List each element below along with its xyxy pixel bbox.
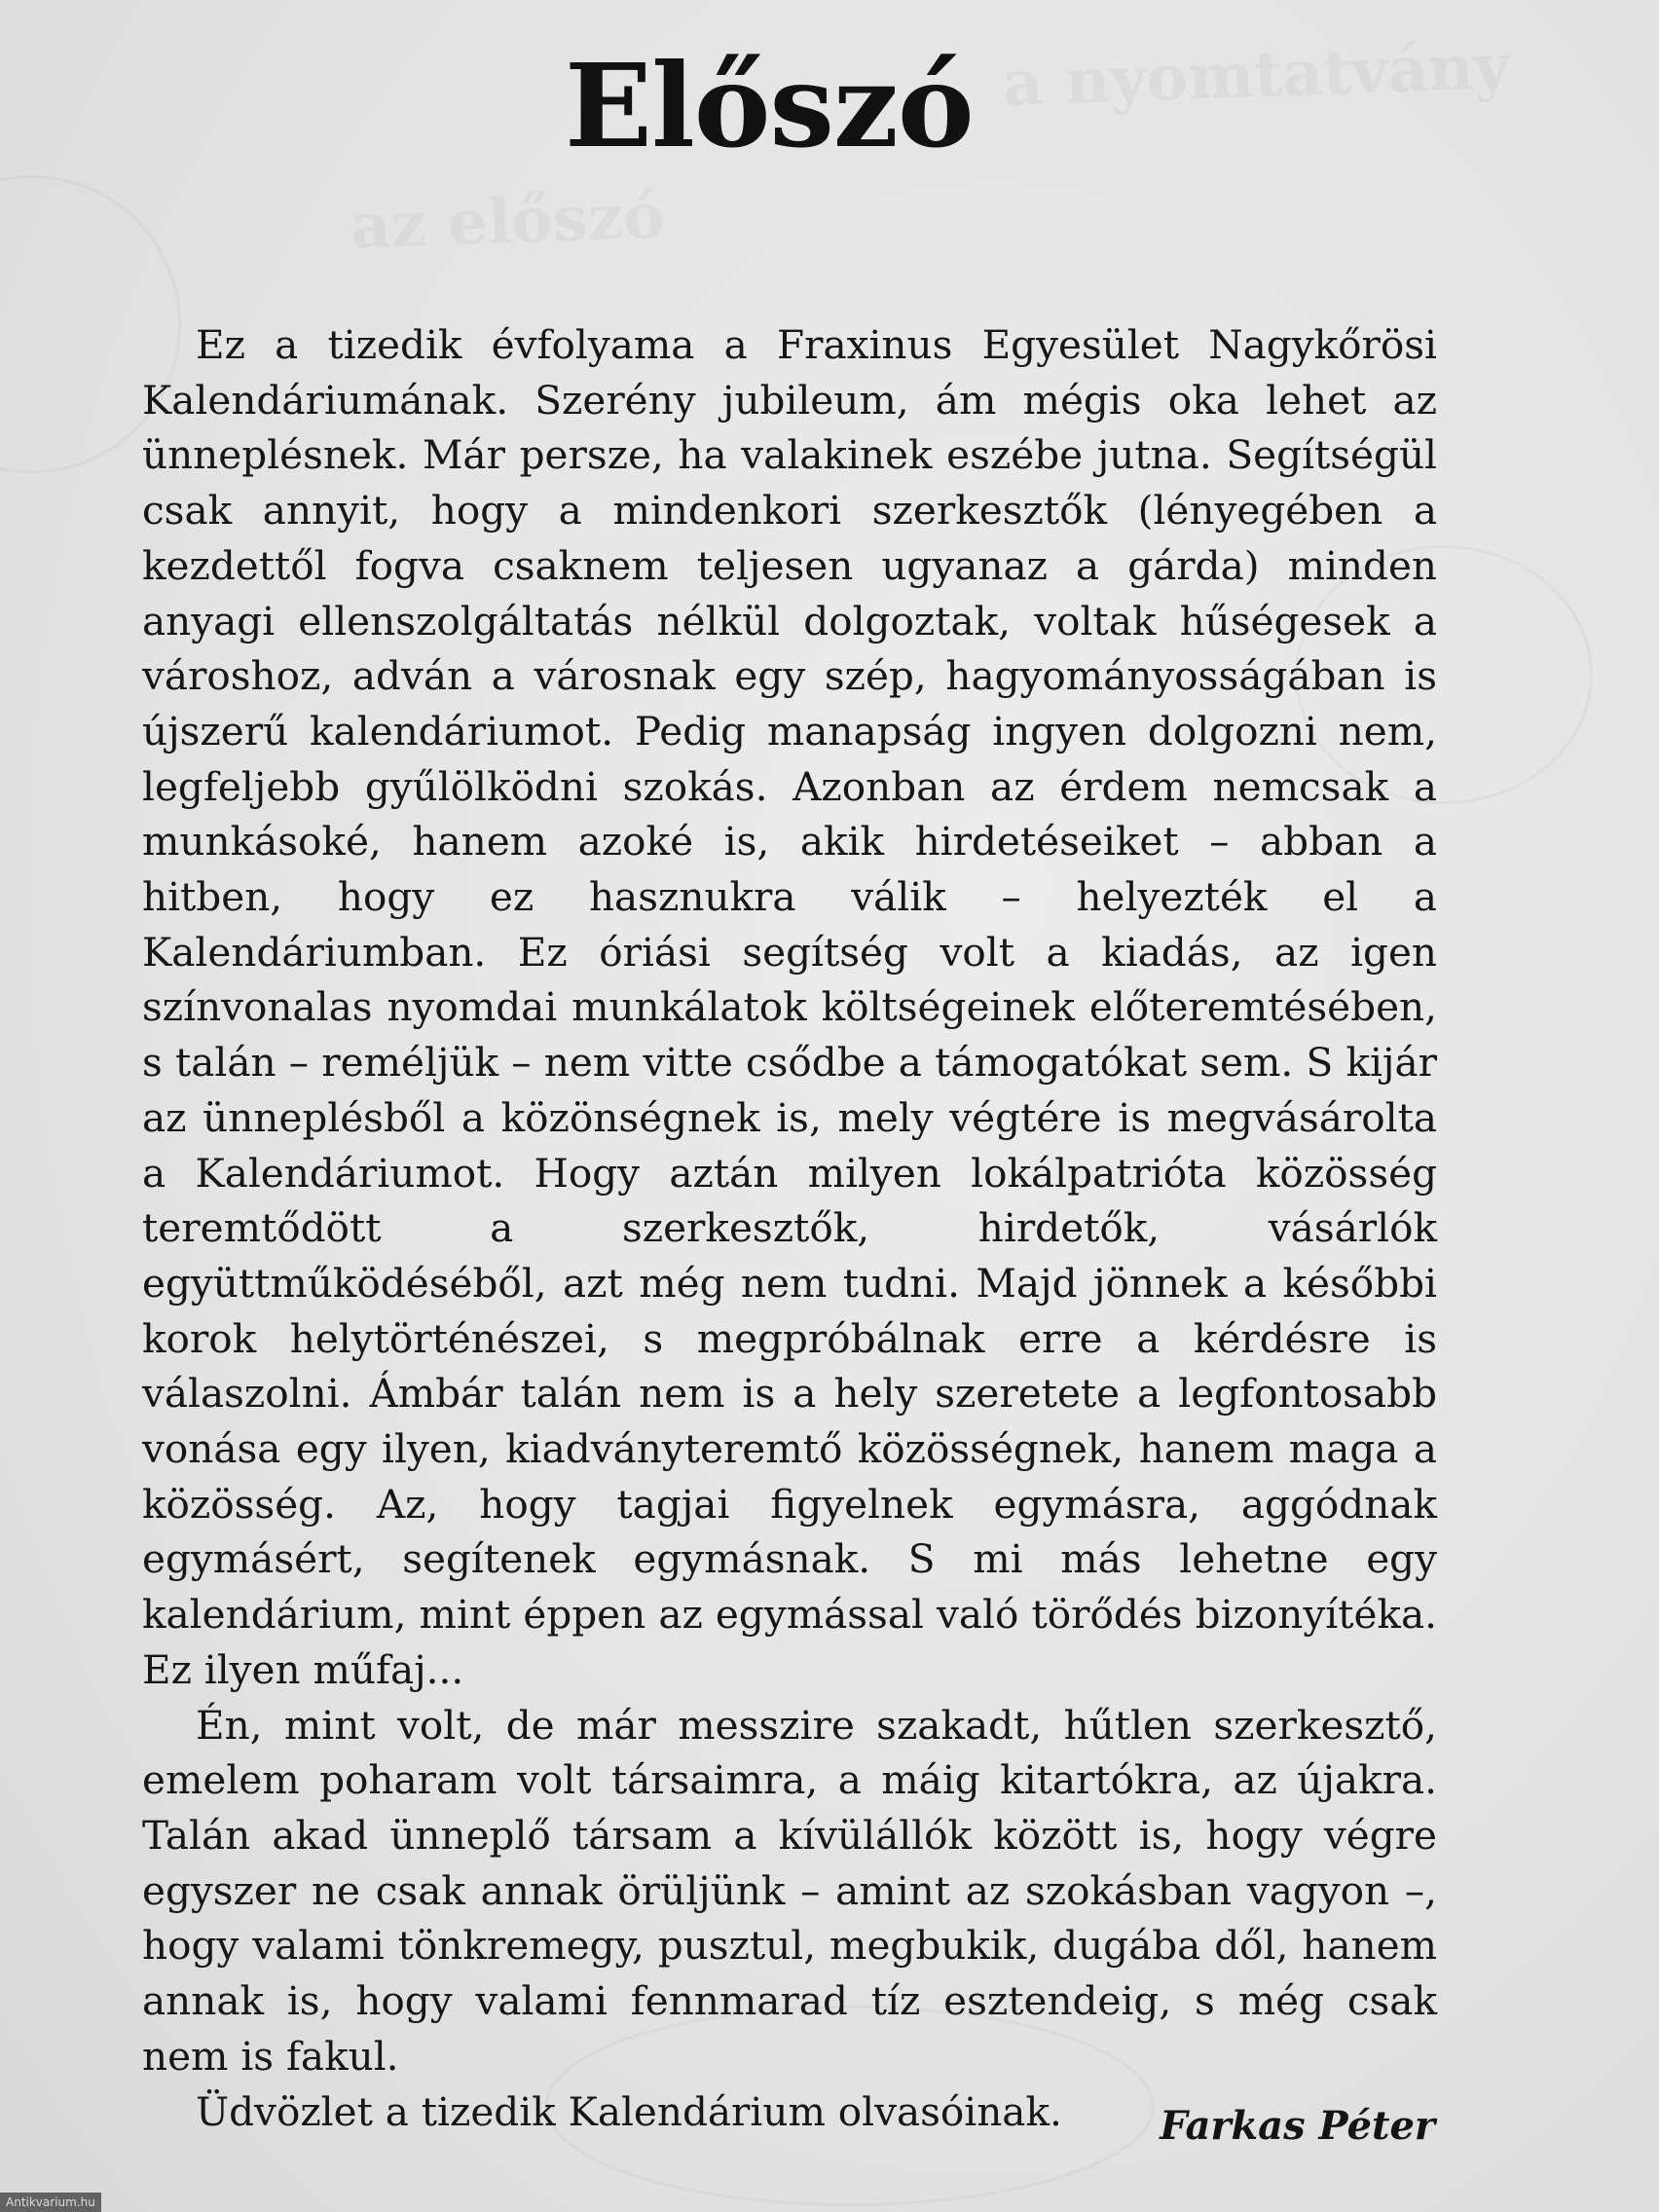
paragraph-2: Én, mint volt, de már messzire szakadt, hűtlen szerkesztő, emelem poharam volt társaimra, a máig kitartókra, az újakra. Talán akad ünneplő társam a kívülállók között is, hogy végre egyszer ne csak annak örüljünk – amint az szokásban vagyon –, hogy valami tönkremegy, pusztul, megbukik, dugába dől, hanem annak is, hogy valami fennmarad tíz esztendeig, s még csak nem is fakul. <box>142 1701 1437 2080</box>
author-signature: Farkas Péter <box>1160 2103 1435 2149</box>
preface-body <box>142 317 1437 2139</box>
show-through-text <box>1002 30 1511 121</box>
paragraph-1: Ez a tizedik évfolyama a Fraxinus Egyesület Nagykőrösi Kalendáriumának. Szerény jubileum, ám mégis oka lehet az ünneplésnek. Már persze, ha valakinek eszébe jutna. Segítségül csak annyit, hogy a mindenkori szerkesztők (lényegében a kezdettől fogva csaknem teljesen ugyanaz a gárda) minden anyagi ellenszolgáltatás nélkül dolgoztak, voltak hűségesek a városhoz, adván a városnak egy szép, hagyományosságában is újszerű kalendáriumot. Pedig manapság ingyen dolgozni nem, legfeljebb gyűlölködni szokás. Azonban az érdem nemcsak a munkásoké, hanem azoké is, akik hirdetéseiket – abban a hitben, hogy ez hasznukra válik – helyezték el a Kalendáriumban. Ez óriási segítség volt a kiadás, az igen színvonalas nyomdai munkálatok költségeinek előteremtésében, s talán – reméljük – nem vitte csődbe a támogatókat sem. S kijár az ünneplésből a közönségnek is, mely végtére is megvásárolta a Kalendáriumot. Hogy aztán milyen lokálpatrióta közösség teremtődött a szerkesztők, hirdetők, vásárlók együttműködéséből, azt még nem tudni. Majd jönnek a későbbi korok helytörténészei, s megpróbálnak erre a kérdésre is válaszolni. Ámbár talán nem is a hely szeretete a legfontosabb vonása egy ilyen, kiadványteremtő közösségnek, hanem maga a közösség. Az, hogy tagjai figyelnek egymásra, aggódnak egymásért, segítenek egymásnak. S mi más lehetne egy kalendárium, mint éppen az egymással való törődés bizonyítéka. Ez ilyen műfaj... <box>142 321 1437 1693</box>
watermark: Antikvarium.hu <box>0 2193 101 2212</box>
paragraph-3: Üdvözlet a tizedik Kalendárium olvasóinak. <box>196 2087 1062 2135</box>
page-title: Előszó <box>565 38 974 173</box>
show-through-text <box>350 179 666 263</box>
